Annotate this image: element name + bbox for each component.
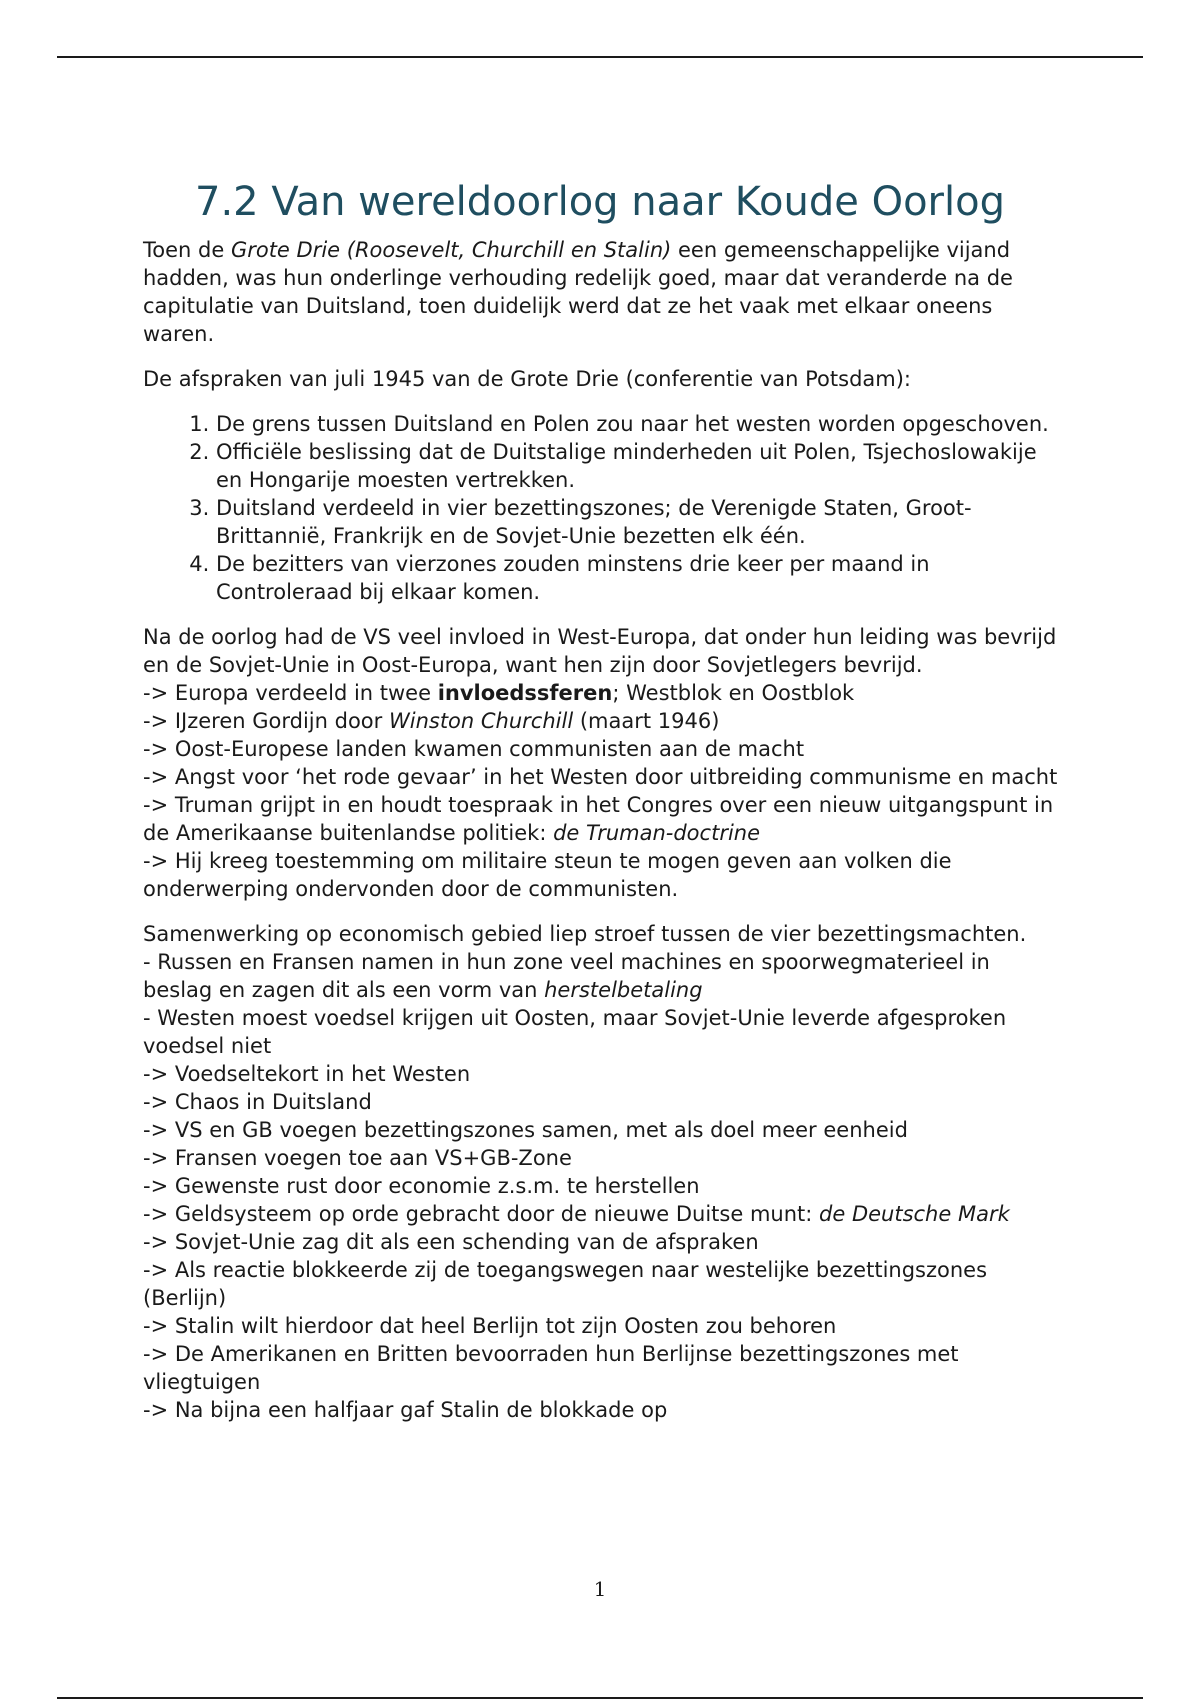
intro-text-emphasis: Grote Drie (Roosevelt, Churchill en Stalin) [230,238,672,262]
line-bold-text: invloedssferen [437,681,613,705]
agreements-list [143,410,1063,606]
economy-line: -> Fransen voegen toe aan VS+GB-Zone [143,1146,572,1170]
economy-line [143,1200,1063,1228]
economy-line: -> Na bijna een halfjaar gaf Stalin de blokkade op [143,1398,668,1422]
intro-text-pre: Toen de [143,238,231,262]
document-body [143,236,1063,1441]
economy-line: -> Voedseltekort in het Westen [143,1062,471,1086]
footer-rule [57,1697,1143,1699]
line-emphasis: de Truman-doctrine [553,821,761,845]
influence-line [143,707,1063,735]
influence-line: -> Hij kreeg toestemming om militaire steun te mogen geven aan volken die onderwerping ondervonden door de communisten. [143,849,952,901]
agreement-item: 2. Officiële beslissing dat de Duitstalige minderheden uit Polen, Tsjechoslowakije en Hongarije moesten vertrekken. [216,438,1063,494]
economy-line: -> Sovjet-Unie zag dit als een schending van de afspraken [143,1230,759,1254]
influence-intro: Na de oorlog had de VS veel invloed in West-Europa, dat onder hun leiding was bevrijd en de Sovjet-Unie in Oost-Europa, want hen zijn door Sovjetlegers bevrijd. [143,625,1057,677]
influence-line [143,791,1063,847]
agreement-item: 3. Duitsland verdeeld in vier bezettingszones; de Verenigde Staten, Groot-Brittannië, Frankrijk en de Sovjet-Unie bezetten elk één. [216,494,1063,550]
line-text: ; Westblok en Oostblok [612,681,855,705]
influence-section [143,623,1063,903]
intro-paragraph [143,236,1063,348]
agreement-item: 1. De grens tussen Duitsland en Polen zou naar het westen worden opgeschoven. [216,410,1063,438]
line-text: -> Geldsysteem op orde gebracht door de nieuwe Duitse munt: [143,1202,820,1226]
economy-line: -> VS en GB voegen bezettingszones samen, met als doel meer eenheid [143,1118,908,1142]
influence-line [143,679,1063,707]
agreements-heading: De afspraken van juli 1945 van de Grote Drie (conferentie van Potsdam): [143,367,911,391]
influence-line: -> Angst voor ‘het rode gevaar’ in het Westen door uitbreiding communisme en macht [143,765,1058,789]
economy-line: -> De Amerikanen en Britten bevoorraden hun Berlijnse bezettingszones met vliegtuigen [143,1342,959,1394]
line-text: - Russen en Fransen namen in hun zone veel machines en spoorwegmaterieel in beslag en zagen dit als een vorm van [143,950,990,1002]
page-number: 1 [593,1577,607,1601]
line-text: -> Truman grijpt in en houdt toespraak in het Congres over een nieuw uitgangspunt in de Amerikaanse buitenlandse politiek: [143,793,1054,845]
intro-text-post: een gemeenschappelijke vijand hadden, was hun onderlinge verhouding redelijk goed, maar dat veranderde na de capitulatie van Duitsland, toen duidelijk werd dat ze het vaak met elkaar oneens waren. [143,238,1013,346]
economy-line: -> Gewenste rust door economie z.s.m. te herstellen [143,1174,700,1198]
line-text: (maart 1946) [573,709,720,733]
economy-line: -> Als reactie blokkeerde zij de toegangswegen naar westelijke bezettingszones (Berlijn) [143,1258,988,1310]
line-text: -> Europa verdeeld in twee [143,681,438,705]
economy-line: -> Stalin wilt hierdoor dat heel Berlijn tot zijn Oosten zou behoren [143,1314,837,1338]
line-emphasis: herstelbetaling [544,978,703,1002]
line-emphasis: Winston Churchill [388,709,574,733]
economy-line [143,948,1063,1004]
economy-section [143,920,1063,1424]
economy-line: - Westen moest voedsel krijgen uit Oosten, maar Sovjet-Unie leverde afgesproken voedsel niet [143,1006,1007,1058]
economy-line: -> Chaos in Duitsland [143,1090,372,1114]
influence-line: -> Oost-Europese landen kwamen communisten aan de macht [143,737,805,761]
line-emphasis: de Deutsche Mark [819,1202,1010,1226]
header-rule [57,56,1143,58]
line-text: -> IJzeren Gordijn door [143,709,389,733]
agreement-item: 4. De bezitters van vierzones zouden minstens drie keer per maand in Controleraad bij elkaar komen. [216,550,1063,606]
page-title: 7.2 Van wereldoorlog naar Koude Oorlog [195,179,1005,225]
economy-intro: Samenwerking op economisch gebied liep stroef tussen de vier bezettingsmachten. [143,922,1027,946]
